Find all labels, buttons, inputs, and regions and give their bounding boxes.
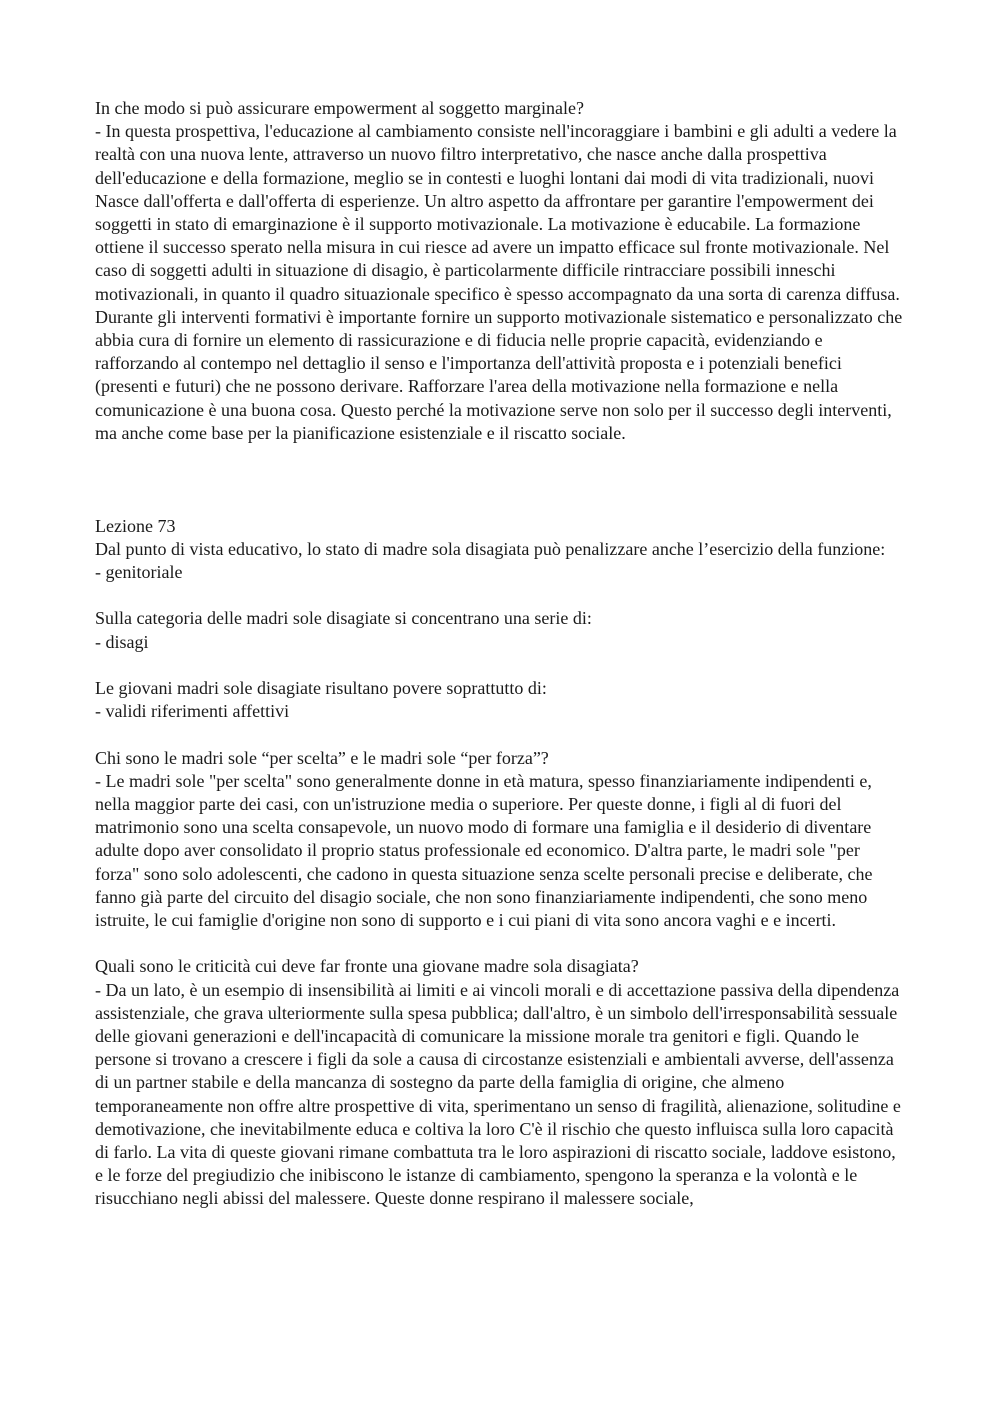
question-text: Le giovani madri sole disagiate risultano povere soprattutto di: (95, 678, 547, 698)
question-text: Sulla categoria delle madri sole disagiate si concentrano una serie di: (95, 608, 592, 629)
qa-block-criticita (95, 955, 907, 1210)
answer-text: - Da un lato, è un esempio di insensibilità ai limiti e ai vincoli morali e di accettazione passiva della dipendenza assistenziale, che grava ulteriormente sulla spesa pubblica; dall'altro, è un simbolo dell'irresponsabilità sessuale delle giovani generazioni e dell'incapacità di comunicare la missione morale tra genitori e figli. Quando le persone si trovano a crescere i figli da sole a causa di circostanze esistenziali e ambientali avverse, dell'assenza di un partner stabile e della mancanza di sostegno da parte della famiglia di origine, che almeno temporaneamente non offre altre prospettive di vita, sperimentano un senso di fragilità, alienazione, solitudine e demotivazione, che inevitabilmente educa e coltiva la loro C'è il rischio che questo influisca sulla loro capacità di farlo. La vita di queste giovani rimane combattuta tra le loro aspirazioni di riscatto sociale, laddove esistono, e le forze del pregiudizio che inibiscono le istanze di cambiamento, spengono la speranza e la volontà e le risucchiano negli abissi del malessere. Queste donne respirano il malessere sociale, (95, 979, 901, 1209)
qa-block-empowerment (95, 97, 907, 445)
answer-text: - Le madri sole "per scelta" sono generalmente donne in età matura, spesso finanziariamente indipendenti e, nella maggior parte dei casi, con un'istruzione media o superiore. Per queste donne, i figli al di fuori del matrimonio sono una scelta consapevole, un nuovo modo di formare una famiglia e il desiderio di diventare adulte dopo aver consolidato il proprio status professionale ed economico. D'altra parte, le madri sole "per forza" sono solo adolescenti, che cadono in questa situazione senza scelte personali precise e deliberate, che fanno già parte del circuito del disagio sociale, che non sono finanziariamente indipendenti, che sono meno istruite, le cui famiglie d'origine non sono di supporto e i cui piani di vita sono ancora vaghi e e incerti. (95, 770, 873, 931)
qa-block-funzione (95, 538, 907, 584)
qa-block-riferimenti (95, 677, 907, 723)
answer-text: - genitoriale (95, 562, 183, 583)
answer-text: - validi riferimenti affettivi (95, 701, 290, 722)
document-page (95, 97, 907, 1234)
question-text: In che modo si può assicurare empowerment al soggetto marginale? (95, 98, 585, 118)
answer-text: - In questa prospettiva, l'educazione al cambiamento consiste nell'incoraggiare i bambini e gli adulti a vedere la realtà con una nuova lente, attraverso un nuovo filtro interpretativo, che nasce anche dalla prospettiva dell'educazione e della formazione, meglio se in contesti e luoghi lontani dai modi di vita tradizionali, nuovi Nasce dall'offerta e dall'offerta di esperienze. Un altro aspetto da affrontare per garantire l'empowerment dei soggetti in stato di emarginazione è il supporto motivazionale. La motivazione è educabile. La formazione ottiene il successo sperato nella misura in cui riesce ad avere un impatto efficace sul fronte motivazionale. Nel caso di soggetti adulti in situazione di disagio, è particolarmente difficile rintracciare possibili inneschi motivazionali, in quanto il quadro situazionale specifico è spesso accompagnato da una sorta di carenza diffusa. Durante gli interventi formativi è importante fornire un supporto motivazionale sistematico e personalizzato che abbia cura di fornire un elemento di rassicurazione e di fiducia nelle proprie capacità, evidenziando e rafforzando al contempo nel dettaglio il senso e l'importanza dell'attività proposta e i potenziali benefici (presenti e futuri) che ne possono derivare. Rafforzare l'area della motivazione nella formazione e nella comunicazione è una buona cosa. Questo perché la motivazione serve non solo per il successo degli interventi, ma anche come base per la pianificazione esistenziale e il riscatto sociale. (95, 121, 903, 443)
question-text: Chi sono le madri sole “per scelta” e le madri sole “per forza”? (95, 747, 549, 768)
qa-block-madri-sole (95, 747, 907, 933)
section-gap (95, 468, 907, 491)
answer-text: - disagi (95, 631, 149, 652)
lesson-title: Lezione 73 (95, 515, 176, 536)
qa-block-disagi (95, 607, 907, 653)
section-gap (95, 491, 907, 514)
question-text: Dal punto di vista educativo, lo stato di madre sola disagiata può penalizzare anche l’esercizio della funzione: (95, 538, 886, 559)
question-text: Quali sono le criticità cui deve far fronte una giovane madre sola disagiata? (95, 956, 639, 977)
